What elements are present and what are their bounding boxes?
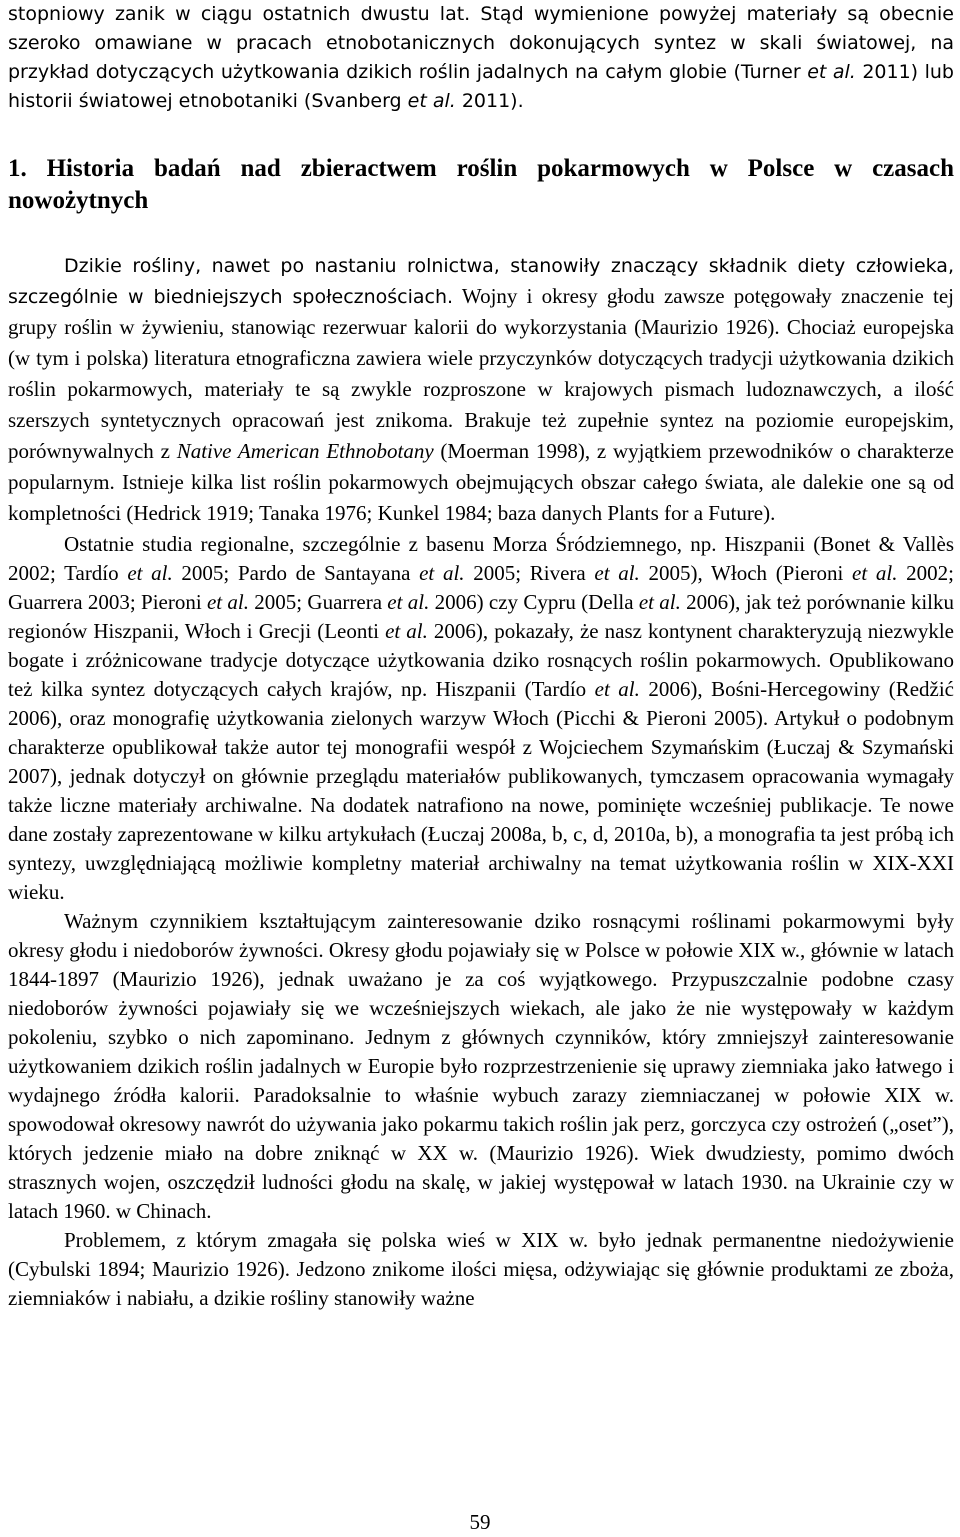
text-run: 2011).: [455, 90, 524, 112]
et-al: et al.: [807, 61, 856, 83]
text-run: 2005; Pardo de Santayana: [172, 561, 420, 585]
et-al: et al.: [407, 90, 456, 112]
text-run: 2005; Guarrera: [249, 590, 388, 614]
et-al: et al.: [638, 590, 681, 614]
et-al: et al.: [387, 590, 430, 614]
et-al: et al.: [419, 561, 465, 585]
paragraph-regional-studies: [8, 530, 954, 907]
text-run: Chociaż europejska (w tym i polska) literatura etnograficzna zawiera wiele przyczynków dotyczących tradycji użytkowania dzikich roślin pokarmowych, materiały te są zwykle rozproszone w krajowych pismach ludoznawczych, a ilość szerszych syntetycznych opracowań jest znikoma.: [8, 315, 954, 432]
page-number: 59: [469, 1510, 491, 1534]
page-body: [8, 0, 954, 1313]
paragraph-section-1: [8, 252, 954, 530]
text-run: 2006), jak też porównanie kilku regionów Hiszpanii, Włoch i Grecji (Leonti: [8, 590, 954, 643]
book-title: Native American Ethnobotany: [176, 439, 434, 463]
text-run: Wojny i okresy głodu zawsze potęgowały znaczenie tej grupy roślin w żywieniu, stanowiąc rezerwuar kalorii do wykorzystania (Maurizio 1926).: [8, 284, 954, 339]
text-run: Ostatnie studia regionalne, szczególnie z basenu Morza Śródziemnego, np. Hiszpanii (Bonet & Vallès 2002; Tardío: [8, 532, 954, 585]
text-run: 2006), pokazały, że nasz kontynent charakteryzują niezwykle bogate i zróżnicowane tradycje dotyczące użytkowania dziko rosnących roślin pokarmowych. Opublikowano też kilka syntez dotyczących całych krajów, np. Hiszpanii (Tardío: [8, 619, 954, 701]
text-run: 2006) czy Cypru (Della: [429, 590, 639, 614]
text-run: 2006), Bośni-Hercegowiny (Redžić 2006), oraz monografię użytkowania zielonych warzyw Włoch (Picchi & Pieroni 2005). Artykuł o podobnym charakterze opublikował także autor tej monografii wespół z Wojciechem Szymańskim (Łuczaj & Szymański 2007), jednak dotyczył on głównie przeglądu materiałów publikowanych, tymczasem opracowania wymagały także liczne materiały archiwalne. Na dodatek natrafiono na nowe, pominięte wcześniej publikacje. Te nowe dane zostały zaprezentowane w kilku artykułach (Łuczaj 2008a, b, c, d, 2010a, b), a monografia ta jest próbą ich syntezy, uwzględniającą możliwie kompletny materiał archiwalny na temat użytkowania roślin w XIX-XXI wieku.: [8, 677, 954, 904]
text-run: 2005), Włoch (Pieroni: [639, 561, 853, 585]
et-al: et al.: [594, 677, 640, 701]
et-al: et al.: [594, 561, 640, 585]
text-run: Brakuje też zupełnie syntez na poziomie europejskim, porównywalnych z: [8, 408, 954, 463]
paragraph-malnutrition: Problemem, z którym zmagała się polska wieś w XIX w. było jednak permanentne niedożywienie (Cybulski 1894; Maurizio 1926). Jedzono znikome ilości mięsa, odżywiając się głównie produktami ze zboża, ziemniaków i nabiału, a dzikie rośliny stanowiły ważne: [8, 1228, 954, 1310]
text-run: 2005; Rivera: [464, 561, 595, 585]
et-al: et al.: [385, 619, 428, 643]
text-run: 2002; Guarrera 2003; Pieroni: [8, 561, 954, 614]
paragraph-intro-continuation: [8, 0, 954, 116]
text-run: 2011) lub historii światowej etnobotaniki (Svanberg: [8, 61, 954, 112]
section-heading: 1. Historia badań nad zbieractwem roślin pokarmowych w Polsce w czasach nowożytnych: [8, 155, 954, 214]
et-al: et al.: [206, 590, 249, 614]
et-al: et al.: [852, 561, 898, 585]
et-al: et al.: [127, 561, 173, 585]
text-run: Dzikie rośliny, nawet po nastaniu rolnictwa, stanowiły znaczący składnik diety człowieka, szczególnie w biedniejszych społecznościach.: [8, 255, 954, 308]
text-run: (Moerman 1998), z wyjątkiem przewodników o charakterze popularnym. Istnieje kilka list roślin pokarmowych obejmujących obszar całego świata, ale dalekie one są od kompletności (Hedrick 1919; Tanaka 1976; Kunkel 1984; baza danych Plants for a Future).: [8, 439, 955, 525]
text-run: stopniowy zanik w ciągu ostatnich dwustu lat. Stąd wymienione powyżej materiały są obecnie szeroko omawiane w pracach etnobotanicznych dokonujących syntez w skali światowej, na przykład dotyczących użytkowania dzikich roślin jadalnych na całym globie (Turner: [8, 3, 954, 83]
paragraph-famine: Ważnym czynnikiem kształtującym zainteresowanie dziko rosnącymi roślinami pokarmowymi były okresy głodu i niedoborów żywności. Okresy głodu pojawiały się w Polsce w połowie XIX w., głównie w latach 1844-1897 (Maurizio 1926), jednak uważano je za coś wyjątkowego. Przypuszczalnie podobne czasy niedoborów żywności pojawiały się we wcześniejszych wiekach, ale jako że nie występowały w każdym pokoleniu, szybko o nich zapominano. Jednym z głównych czynników, który zmniejszył zainteresowanie użytkowaniem dzikich roślin jadalnych w Europie było rozprzestrzenienie się uprawy ziemniaka jako łatwego i wydajnego źródła kalorii. Paradoksalnie to właśnie wybuch zarazy ziemniaczanej w połowie XIX w. spowodował okresowy nawrót do używania jako pokarmu takich roślin jak perz, gorczyca czy ostrożeń („oset”), których jedzenie miało na dobre zniknąć w XX w. (Maurizio 1926). Wiek dwudziesty, pomimo dwóch strasznych wojen, oszczędził ludności głodu na skalę, w jakiej występował w latach 1930. na Ukrainie czy w latach 1960. w Chinach.: [8, 909, 954, 1223]
